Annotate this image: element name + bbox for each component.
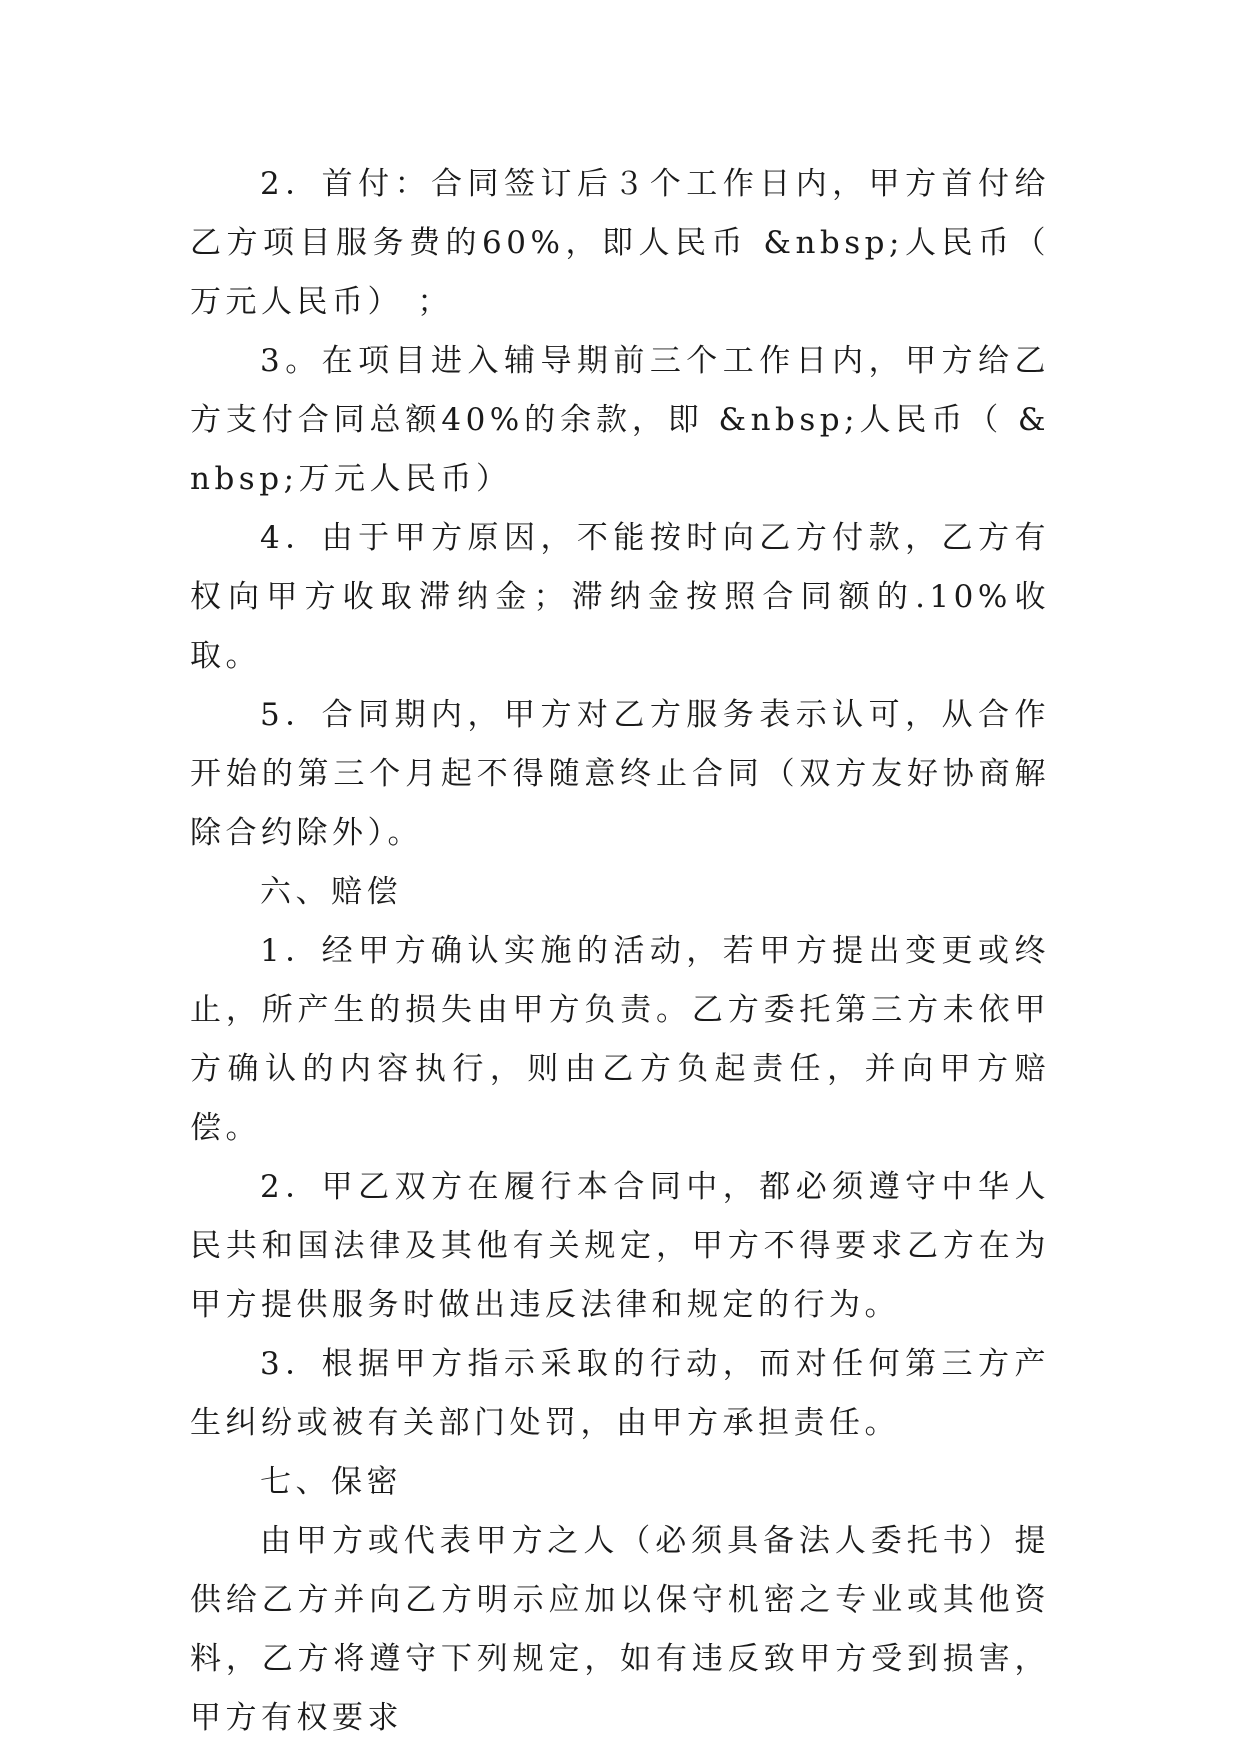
section-heading-compensation: 六、赔偿 (260, 874, 402, 910)
section-heading-confidentiality: 七、保密 (260, 1464, 402, 1500)
compensation-clause-3: 3．根据甲方指示采取的行动，而对任何第三方产生纠纷或被有关部门处罚，由甲方承担责任。 (190, 1346, 1050, 1441)
payment-clause-4: 4．由于甲方原因，不能按时向乙方付款，乙方有权向甲方收取滞纳金；滞纳金按照合同额的.10%收取。 (190, 520, 1050, 674)
document-body (190, 155, 1050, 1748)
confidentiality-clause: 由甲方或代表甲方之人（必须具备法人委托书）提供给乙方并向乙方明示应加以保守机密之专业或其他资料，乙方将遵守下列规定，如有违反致甲方受到损害，甲方有权要求 (190, 1523, 1050, 1736)
compensation-clause-2: 2．甲乙双方在履行本合同中，都必须遵守中华人民共和国法律及其他有关规定，甲方不得要求乙方在为甲方提供服务时做出违反法律和规定的行为。 (190, 1169, 1050, 1323)
payment-clause-3: 3。在项目进入辅导期前三个工作日内，甲方给乙方支付合同总额40%的余款，即 &nbsp;人民币（ &nbsp;万元人民币） (190, 343, 1050, 497)
compensation-clause-1: 1．经甲方确认实施的活动，若甲方提出变更或终止，所产生的损失由甲方负责。乙方委托第三方未依甲方确认的内容执行，则由乙方负起责任，并向甲方赔偿。 (190, 933, 1050, 1146)
payment-clause-5: 5．合同期内，甲方对乙方服务表示认可，从合作开始的第三个月起不得随意终止合同（双方友好协商解除合约除外）。 (190, 697, 1050, 851)
payment-clause-2: 2．首付：合同签订后３个工作日内，甲方首付给乙方项目服务费的60%，即人民币 &nbsp;人民币（ 万元人民币） ； (190, 166, 1050, 320)
